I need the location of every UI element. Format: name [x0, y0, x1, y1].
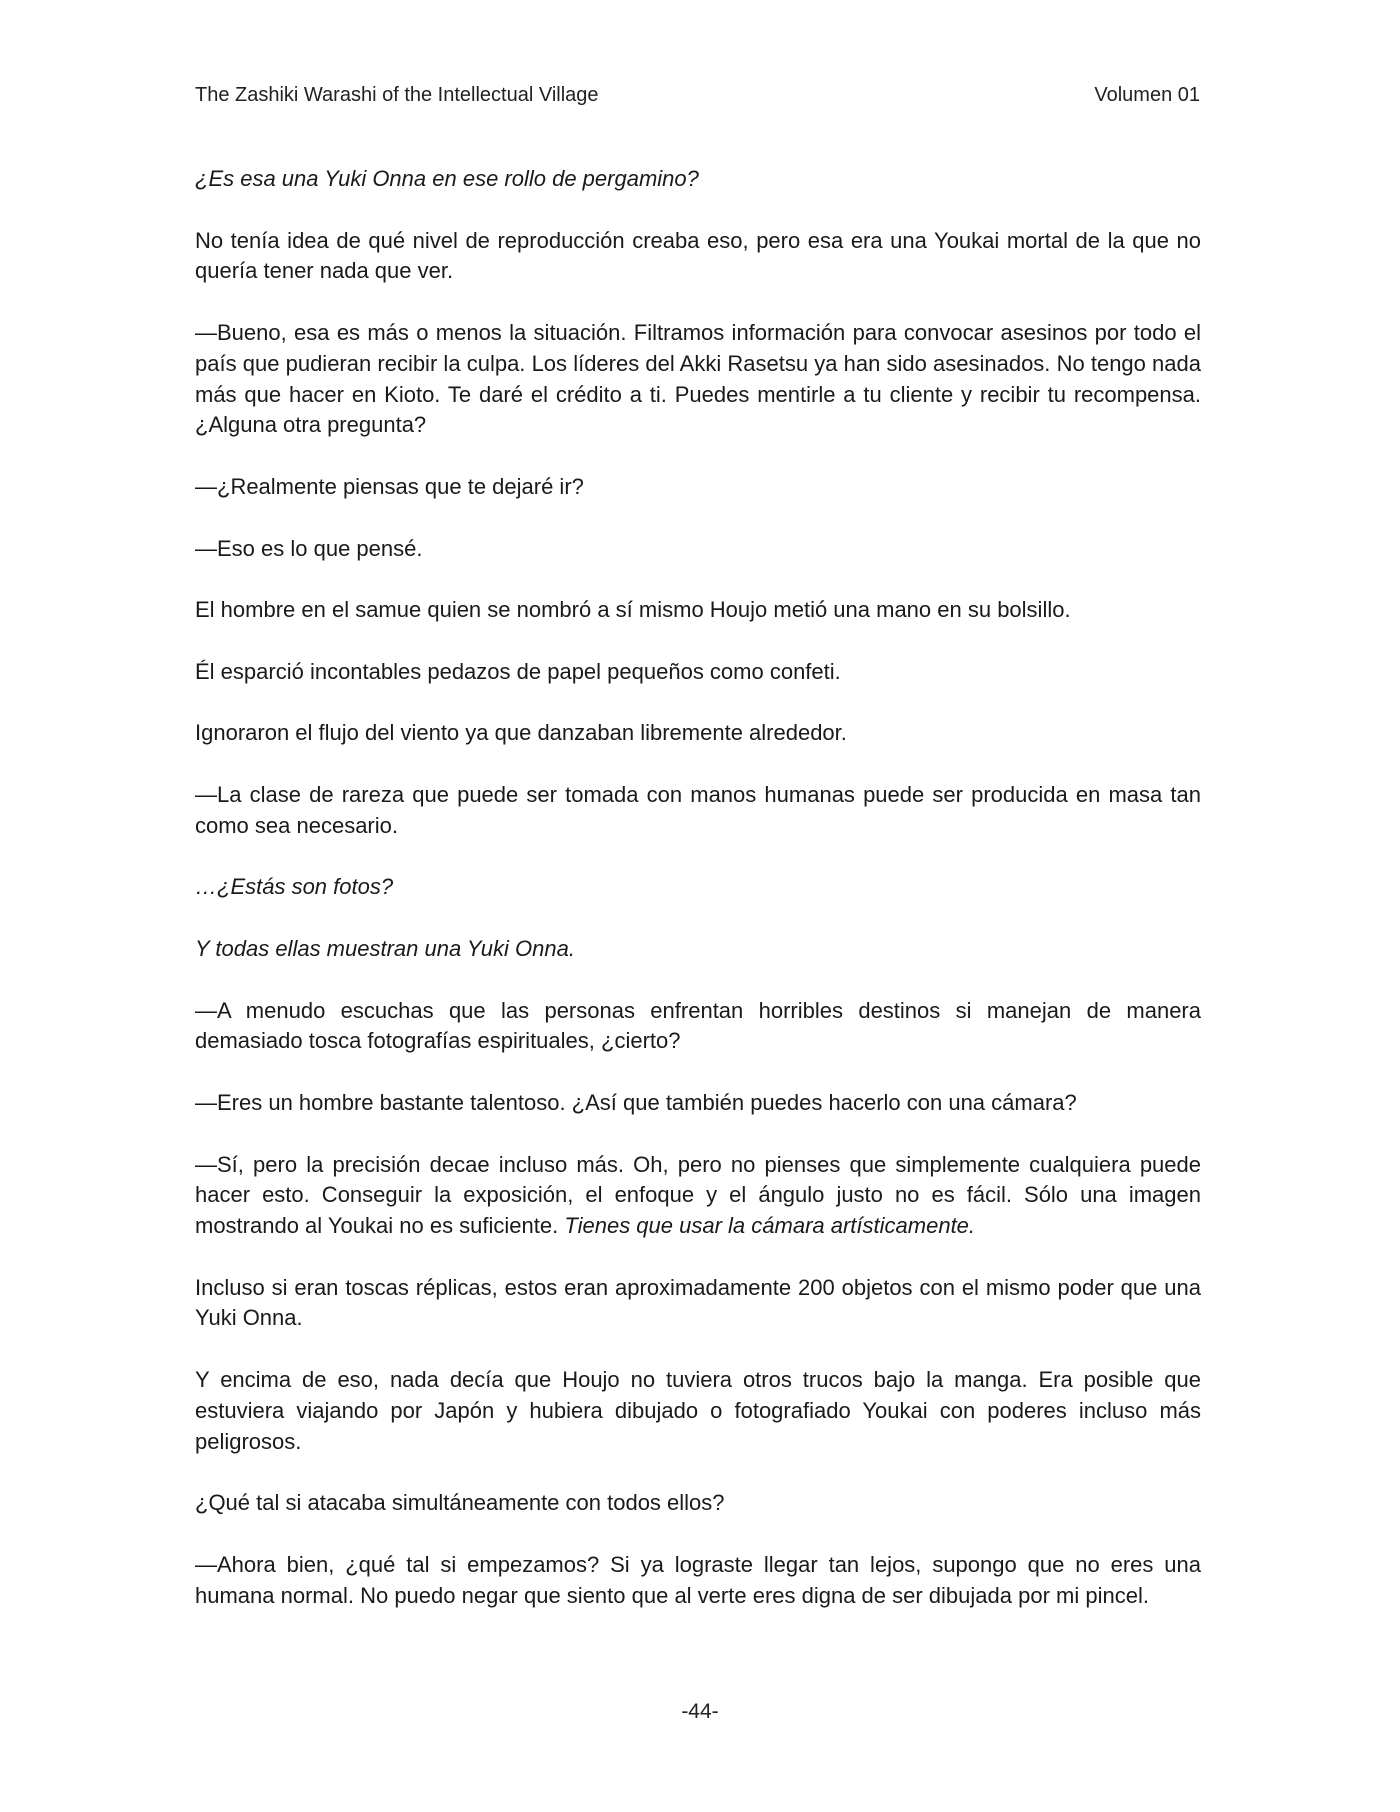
paragraph: El hombre en el samue quien se nombró a sí mismo Houjo metió una mano en su bolsillo. [195, 597, 1071, 623]
paragraph: Y todas ellas muestran una Yuki Onna. [195, 935, 575, 961]
paragraph: …¿Estás son fotos? [195, 874, 394, 900]
paragraph: ¿Qué tal si atacaba simultáneamente con todos ellos? [195, 1490, 725, 1516]
page-header [195, 84, 1200, 114]
page-number: -44- [681, 1700, 719, 1723]
paragraph [195, 1150, 1201, 1242]
paragraph-text: —Sí, pero la precisión decae incluso más. Oh, pero no pienses que simplemente cualquiera puede hacer esto. Conseguir la exposición, el enfoque y el ángulo justo no es fácil. Sólo una imagen mostrando al Youkai no es suficiente. [195, 1151, 1201, 1239]
body-text [195, 164, 1201, 1642]
paragraph: —Eres un hombre bastante talentoso. ¿Así que también puedes hacerlo con una cámara? [195, 1089, 1077, 1115]
paragraph-italic-text: Tienes que usar la cámara artísticamente. [564, 1213, 976, 1239]
paragraph: ¿Es esa una Yuki Onna en ese rollo de pergamino? [195, 166, 699, 191]
paragraph: —Eso es lo que pensé. [195, 535, 423, 561]
volume-label: Volumen 01 [1094, 84, 1200, 106]
paragraph: Incluso si eran toscas réplicas, estos eran aproximadamente 200 objetos con el mismo poder que una Yuki Onna. [195, 1274, 1201, 1331]
paragraph: Y encima de eso, nada decía que Houjo no tuviera otros trucos bajo la manga. Era posible que estuviera viajando por Japón y hubiera dibujado o fotografiado Youkai con poderes incluso más peligrosos. [195, 1367, 1201, 1454]
paragraph: —La clase de rareza que puede ser tomada con manos humanas puede ser producida en masa tan como sea necesario. [195, 781, 1201, 838]
paragraph: Ignoraron el flujo del viento ya que danzaban libremente alrededor. [195, 720, 847, 746]
book-title: The Zashiki Warashi of the Intellectual Village [195, 84, 599, 106]
paragraph: Él esparció incontables pedazos de papel pequeños como confeti. [195, 658, 841, 684]
paragraph: —A menudo escuchas que las personas enfrentan horribles destinos si manejan de manera demasiado tosca fotografías espirituales, ¿cierto? [195, 997, 1201, 1054]
paragraph: —¿Realmente piensas que te dejaré ir? [195, 473, 584, 499]
paragraph: —Ahora bien, ¿qué tal si empezamos? Si ya lograste llegar tan lejos, supongo que no eres una humana normal. No puedo negar que siento que al verte eres digna de ser dibujada por mi pincel. [195, 1551, 1201, 1608]
paragraph: —Bueno, esa es más o menos la situación. Filtramos información para convocar asesinos por todo el país que pudieran recibir la culpa. Los líderes del Akki Rasetsu ya han sido asesinados. No tengo nada más que hacer en Kioto. Te daré el crédito a ti. Puedes mentirle a tu cliente y recibir tu recompensa. ¿Alguna otra pregunta? [195, 319, 1201, 438]
paragraph: No tenía idea de qué nivel de reproducción creaba eso, pero esa era una Youkai mortal de la que no quería tener nada que ver. [195, 227, 1201, 284]
